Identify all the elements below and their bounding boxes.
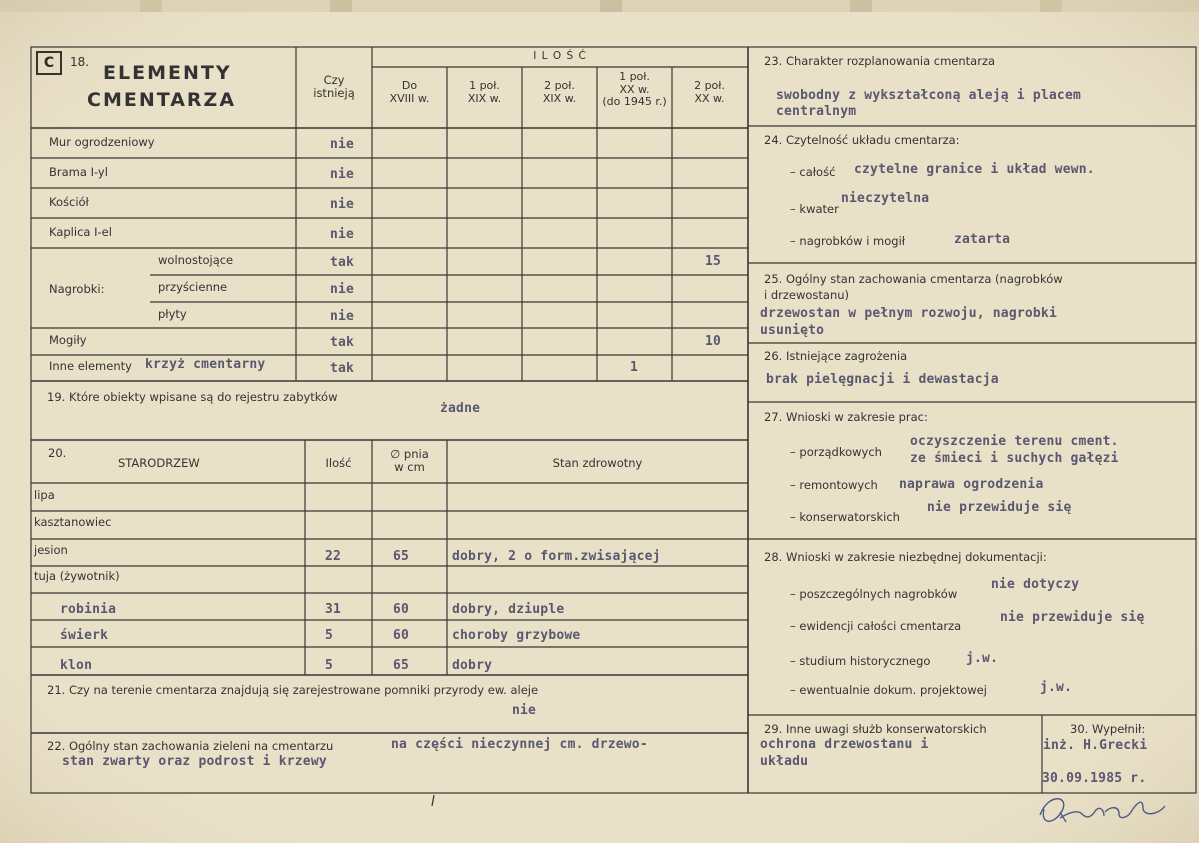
q26-label: 26. Istniejące zagrożenia [764,349,908,363]
q22-label: 22. Ogólny stan zachowania zieleni na cmentarzu [47,739,334,753]
q22-answer-1: na części nieczynnej cm. drzewo- [391,737,648,752]
section-18-number: 18. [70,55,90,69]
q24-item-3-label: – nagrobków i mogił [790,234,906,248]
q20-col-name: STARODRZEW [118,456,200,470]
q21-answer: nie [512,703,537,718]
q28-item-1-label: – poszczególnych nagrobków [790,587,958,601]
q24-label: 24. Czytelność układu cmentarza: [764,133,960,147]
tree-row-name: jesion [34,543,68,557]
element-row-exists: tak [330,255,355,270]
element-row-exists: nie [330,137,355,152]
elements-title-1: ELEMENTY [103,62,232,84]
q19-label: 19. Które obiekty wpisane są do rejestru zabytków [47,390,338,404]
q24-item-1-label: – całość [790,165,836,179]
period-header-3: 2 poł. XIX w. [542,79,577,105]
q30-name: inż. H.Grecki [1043,738,1148,753]
tree-row-diameter: 60 [393,602,410,617]
q24-item-3-answer: zatarta [954,232,1011,247]
tree-row-count: 22 [325,549,342,564]
q27-label: 27. Wnioski w zakresie prac: [764,410,928,424]
q27-item-2-answer: naprawa ogrodzenia [899,477,1044,492]
q19-answer: żadne [440,401,481,416]
tree-row-count: 5 [325,658,334,673]
q28-item-2-answer: nie przewiduje się [1000,610,1145,625]
q22-answer-2: stan zwarty oraz podrost i krzewy [62,754,327,769]
q29-label: 29. Inne uwagi służb konserwatorskich [764,722,987,736]
q20-col-dia: ∅ pnia w cm [390,447,429,475]
q28-item-2-label: – ewidencji całości cmentarza [790,619,962,633]
element-row-count: 15 [705,254,722,269]
q27-item-3-answer: nie przewiduje się [927,500,1072,515]
element-row-label: przyścienne [158,280,228,294]
q27-item-3-label: – konserwatorskich [790,510,900,524]
q27-item-1-answer-2: ze śmieci i suchych gałęzi [910,451,1119,466]
element-row-exists: nie [330,197,355,212]
q23-label: 23. Charakter rozplanowania cmentarza [764,54,996,68]
q27-item-1-answer-1: oczyszczenie terenu cment. [910,434,1119,449]
q24-item-1-answer: czytelne granice i układ wewn. [854,162,1095,177]
section-marker: C [36,51,62,75]
tree-row-state: dobry, 2 o form.zwisającej [452,549,661,564]
q28-item-1-answer: nie dotyczy [991,577,1080,592]
element-row-exists: nie [330,227,355,242]
q28-item-4-answer: j.w. [1040,680,1073,695]
q29-answer-2: układu [760,754,809,769]
q24-item-2-answer: nieczytelna [841,191,930,206]
col-exists-header: Czy istnieją [313,73,355,101]
col-ilosc-header: I L O Ś Ć [533,50,587,62]
element-row-count: 10 [705,334,722,349]
elements-title-2: CMENTARZA [87,89,237,111]
q26-answer: brak pielęgnacji i dewastacja [766,372,999,387]
element-row-label: Kościół [49,195,89,209]
q25-answer-2: usunięto [760,323,825,338]
element-row-exists: nie [330,167,355,182]
q30-date: 30.09.1985 r. [1042,771,1147,786]
tree-row-diameter: 65 [393,549,410,564]
period-header-4: 1 poł. XX w. (do 1945 r.) [602,70,667,109]
q21-label: 21. Czy na terenie cmentarza znajdują się zarejestrowane pomniki przyrody ew. aleje [47,683,539,697]
tree-row-count: 5 [325,628,334,643]
q28-item-3-label: – studium historycznego [790,654,931,668]
element-row-count: 1 [630,360,639,375]
tree-row-name: robinia [60,602,117,617]
q28-item-3-answer: j.w. [966,651,999,666]
tree-row-name: kasztanowiec [34,515,112,529]
period-header-2: 1 poł. XIX w. [467,79,502,105]
element-row-label: wolnostojące [158,253,234,267]
tree-row-name: lipa [34,488,55,502]
element-row-exists: nie [330,309,355,324]
element-row-label: płyty [158,307,187,321]
q24-item-2-label: – kwater [790,202,839,216]
q30-label: 30. Wypełnił: [1070,722,1146,736]
q25-label-2: i drzewostanu) [764,288,850,302]
tree-row-name: tuja (żywotnik) [34,569,120,583]
tree-row-name: klon [60,658,93,673]
tree-row-name: świerk [60,628,109,643]
q23-answer-1: swobodny z wykształconą aleją i placem [776,88,1082,103]
element-row-label: Brama I-yl [49,165,108,179]
q20-col-count: Ilość [325,456,352,470]
element-row-exists: tak [330,361,355,376]
q25-answer-1: drzewostan w pełnym rozwoju, nagrobki [760,306,1057,321]
q27-item-2-label: – remontowych [790,478,878,492]
nagrobki-label: Nagrobki: [49,282,105,296]
element-row-exists: nie [330,282,355,297]
element-row-label: Mur ogrodzeniowy [49,135,155,149]
tree-row-state: choroby grzybowe [452,628,581,643]
tree-row-diameter: 60 [393,628,410,643]
tree-row-count: 31 [325,602,342,617]
element-row-label: Kaplica I-el [49,225,112,239]
q28-label: 28. Wnioski w zakresie niezbędnej dokumentacji: [764,550,1047,564]
q27-item-1-label: – porządkowych [790,445,882,459]
q20-col-state: Stan zdrowotny [552,456,643,470]
period-header-1: Do XVIII w. [389,79,430,105]
tree-row-state: dobry, dziuple [452,602,565,617]
q29-answer-1: ochrona drzewostanu i [760,737,929,752]
q28-item-4-label: – ewentualnie dokum. projektowej [790,683,987,697]
element-row-label: Inne elementy [49,359,132,373]
element-row-label: Mogiły [49,333,87,347]
q20-number: 20. [48,446,67,460]
element-row-extra: krzyż cmentarny [145,357,266,372]
q25-label-1: 25. Ogólny stan zachowania cmentarza (nagrobków [764,272,1063,286]
period-header-5: 2 poł. XX w. [694,79,725,105]
tree-row-state: dobry [452,658,493,673]
tree-row-diameter: 65 [393,658,410,673]
q23-answer-2: centralnym [776,104,857,119]
element-row-exists: tak [330,335,355,350]
